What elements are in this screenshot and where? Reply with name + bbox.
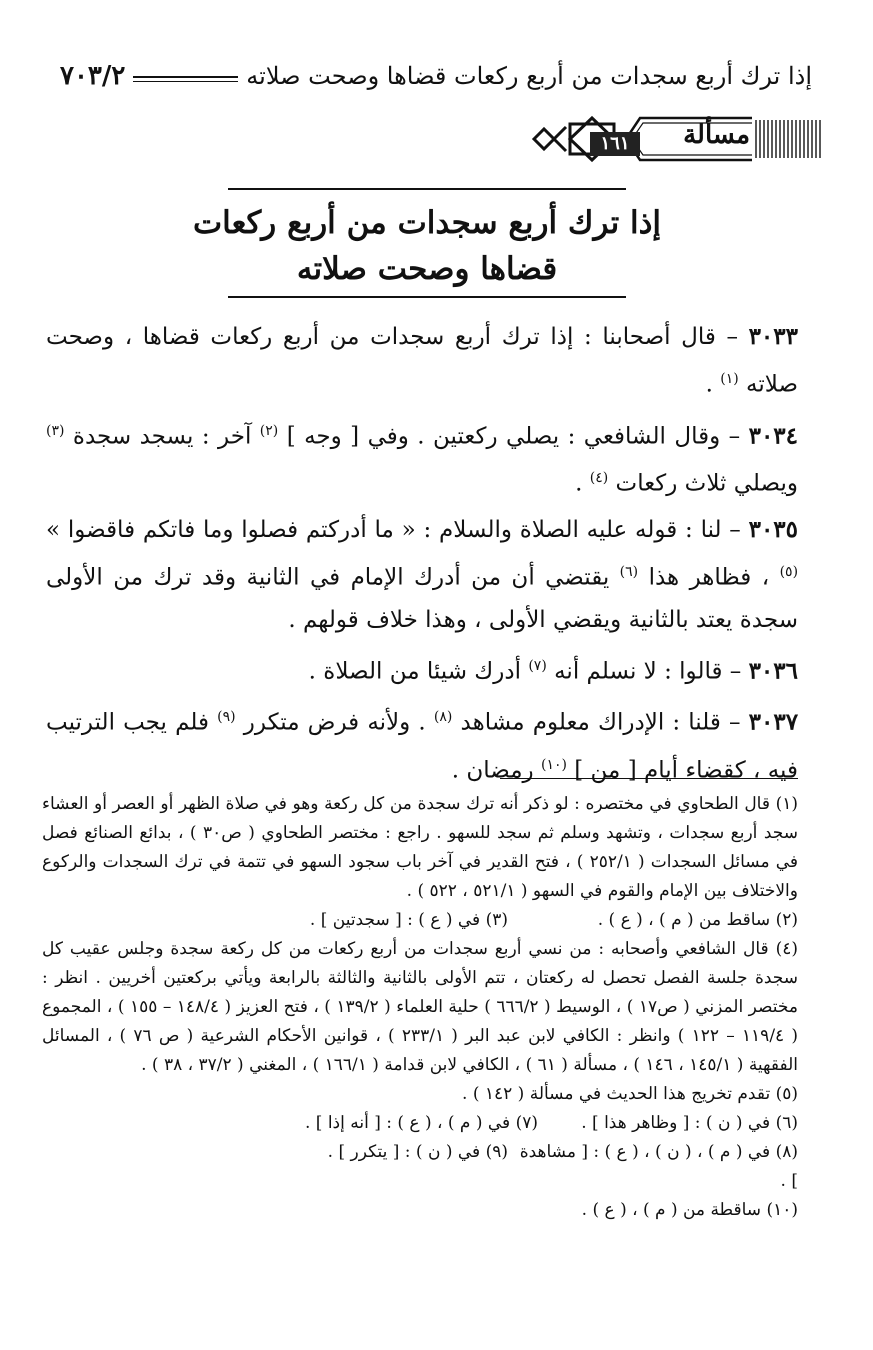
footnote-4: (٤) قال الشافعي وأصحابه : من نسي أربع سجدات من أربع ركعات من كل ركعة سجدة وجلس عقيب كل سجدة جلسة الفصل تحصل له ركعتان ، تتم الأولى بالثانية والثالثة بالرابعة ويأتي بركعتين أخريين . انظر : مختصر المزني ( ص١٧ ) ، الوسيط ( ٦٦٦/٢ ) حلية العلماء ( ١٣٩/٢ ) ، فتح العزيز ( ١٤٨/٤ – ١٥٥ ) ، المجموع ( ١١٩/٤ – ١٢٢ ) وانظر : الكافي لابن عبد البر ( ٢٣٣/١ ) ، قوانين الأحكام الشرعية ( ص ٧٦ ) ، المسائل الفقهية ( ١٤٥/١ ، ١٤٦ ) ، مسألة ( ٦١ ) ، الكافي لابن قدامة ( ١٦٦/١ ) ، المغني ( ٣٧/٢ ، ٣٨ ) . <box>42 939 799 1075</box>
footnote-ref: (٨) <box>433 709 453 726</box>
paragraph-text: – قالوا : لا نسلم أنه <box>554 658 742 685</box>
paragraph-text: – قلنا : الإدراك معلوم مشاهد <box>460 709 741 736</box>
footnote-1: (١) قال الطحاوي في مختصره : لو ذكر أنه ترك سجدة من كل ركعة وهو في صلاة الظهر أو العصر أو العشاء سجد أربع سجدات ، وتشهد وسلم ثم سجد للسهو . راجع : مختصر الطحاوي ( ص٣٠ ) ، بدائع الصنائع فصل في مسائل السجدات ( ٢٥٢/١ ) ، فتح القدير في آخر باب سجود السهو في تتمة في ترك السجدات والركوع والاختلاف بين الإمام والقوم في السهو ( ٥٢١/١ ، ٥٢٢ ) . <box>42 794 799 901</box>
footnote-ref: (٣) <box>46 422 65 439</box>
paragraph-text: – وقال الشافعي : يصلي ركعتين . وفي [ وجه ] <box>286 423 741 450</box>
issue-label: مسألة <box>683 120 750 150</box>
footnote-ref: (٥) <box>779 563 799 580</box>
footnote-ref: (٦) <box>619 563 639 580</box>
issue-number: ١٦١ <box>590 132 640 156</box>
footnote-ref: (١) <box>720 371 739 387</box>
footnote-3: (٣) في ( ع ) : [ سجدتين ] . <box>309 910 508 930</box>
footnote-ref: (٤) <box>589 470 609 487</box>
paragraph-number: ٣٠٣٤ <box>748 422 799 450</box>
footnote-8: (٨) في ( م ) ، ( ن ) ، ( ع ) : [ مشاهدة ] . <box>519 1142 798 1191</box>
paragraph-text: ويصلي ثلاث ركعات <box>615 470 798 497</box>
running-header <box>60 58 812 94</box>
header-rule <box>133 76 238 82</box>
footnote-ref: (١٠) <box>540 756 567 773</box>
heading-bottom-rule <box>228 296 626 298</box>
footnote-row <box>42 1138 798 1196</box>
heading-top-rule <box>228 188 626 190</box>
footnote-row <box>42 1109 798 1138</box>
paragraph-text: . <box>575 470 583 497</box>
footnote-5: (٥) تقدم تخريج هذا الحديث في مسألة ( ١٤٢ ) . <box>462 1084 798 1104</box>
issue-banner <box>530 114 822 164</box>
footnote-ref: (٩) <box>217 709 236 726</box>
footnote-10: (١٠) ساقطة من ( م ) ، ( ع ) . <box>581 1200 798 1220</box>
paragraph-3035 <box>46 509 798 641</box>
paragraph-text: آخر : يسجد سجدة <box>72 423 252 450</box>
paragraph-text: يقتضي أن من أدرك الإمام في الثانية وقد ترك من الأولى سجدة يعتد بالثانية ويقضي الأولى ، وهذا خلاف قولهم . <box>46 564 798 633</box>
paragraph-text: . ولأنه فرض متكرر <box>243 709 426 736</box>
ornament-frame-icon <box>530 114 822 164</box>
paragraph-text: – لنا : قوله عليه الصلاة والسلام : « ما أدركتم فصلوا وما فاتكم فاقضوا » <box>46 516 741 543</box>
paragraph-number: ٣٠٣٧ <box>748 708 799 736</box>
paragraph-number: ٣٠٣٣ <box>748 323 798 350</box>
paragraph-text: رمضان . <box>451 757 534 784</box>
running-header-title: إذا ترك أربع سجدات من أربع ركعات قضاها وصحت صلاته <box>246 62 812 90</box>
footnote-2: (٢) ساقط من ( م ) ، ( ع ) . <box>597 910 798 930</box>
paragraph-text: فلم يجب الترتيب فيه ، كقضاء أيام [ من ] <box>46 709 798 784</box>
footnote-7: (٧) في ( م ) ، ( ع ) : [ أنه إذا ] . <box>304 1113 538 1133</box>
footnote-ref: (٧) <box>528 657 547 674</box>
heading-line-1: إذا ترك أربع سجدات من أربع ركعات <box>192 205 662 241</box>
footnote-separator <box>500 778 798 779</box>
issue-heading <box>160 200 694 292</box>
paragraph-3033 <box>46 316 798 406</box>
paragraph-number: ٣٠٣٦ <box>748 657 798 685</box>
paragraph-text: أدرك شيئا من الصلاة . <box>308 658 521 685</box>
footnote-9: (٩) في ( ن ) : [ يتكرر ] . <box>327 1142 508 1162</box>
paragraph-3034 <box>46 410 798 505</box>
page-number: ٧٠٣/٢ <box>60 61 126 91</box>
footnotes <box>42 790 798 1225</box>
heading-line-2: قضاها وصحت صلاته <box>296 251 558 287</box>
paragraph-number: ٣٠٣٥ <box>748 515 799 543</box>
paragraph-3036 <box>46 645 798 693</box>
paragraph-text: – قال أصحابنا : إذا ترك أربع سجدات من أربع ركعات قضاها ، وصحت صلاته <box>46 324 798 398</box>
paragraph-text: ، فظاهر هذا <box>648 564 770 591</box>
footnote-6: (٦) في ( ن ) : [ وظاهر هذا ] . <box>581 1113 798 1133</box>
main-text <box>46 316 798 796</box>
footnote-row <box>42 906 798 935</box>
footnote-ref: (٢) <box>259 422 279 439</box>
paragraph-text: . <box>705 371 713 398</box>
